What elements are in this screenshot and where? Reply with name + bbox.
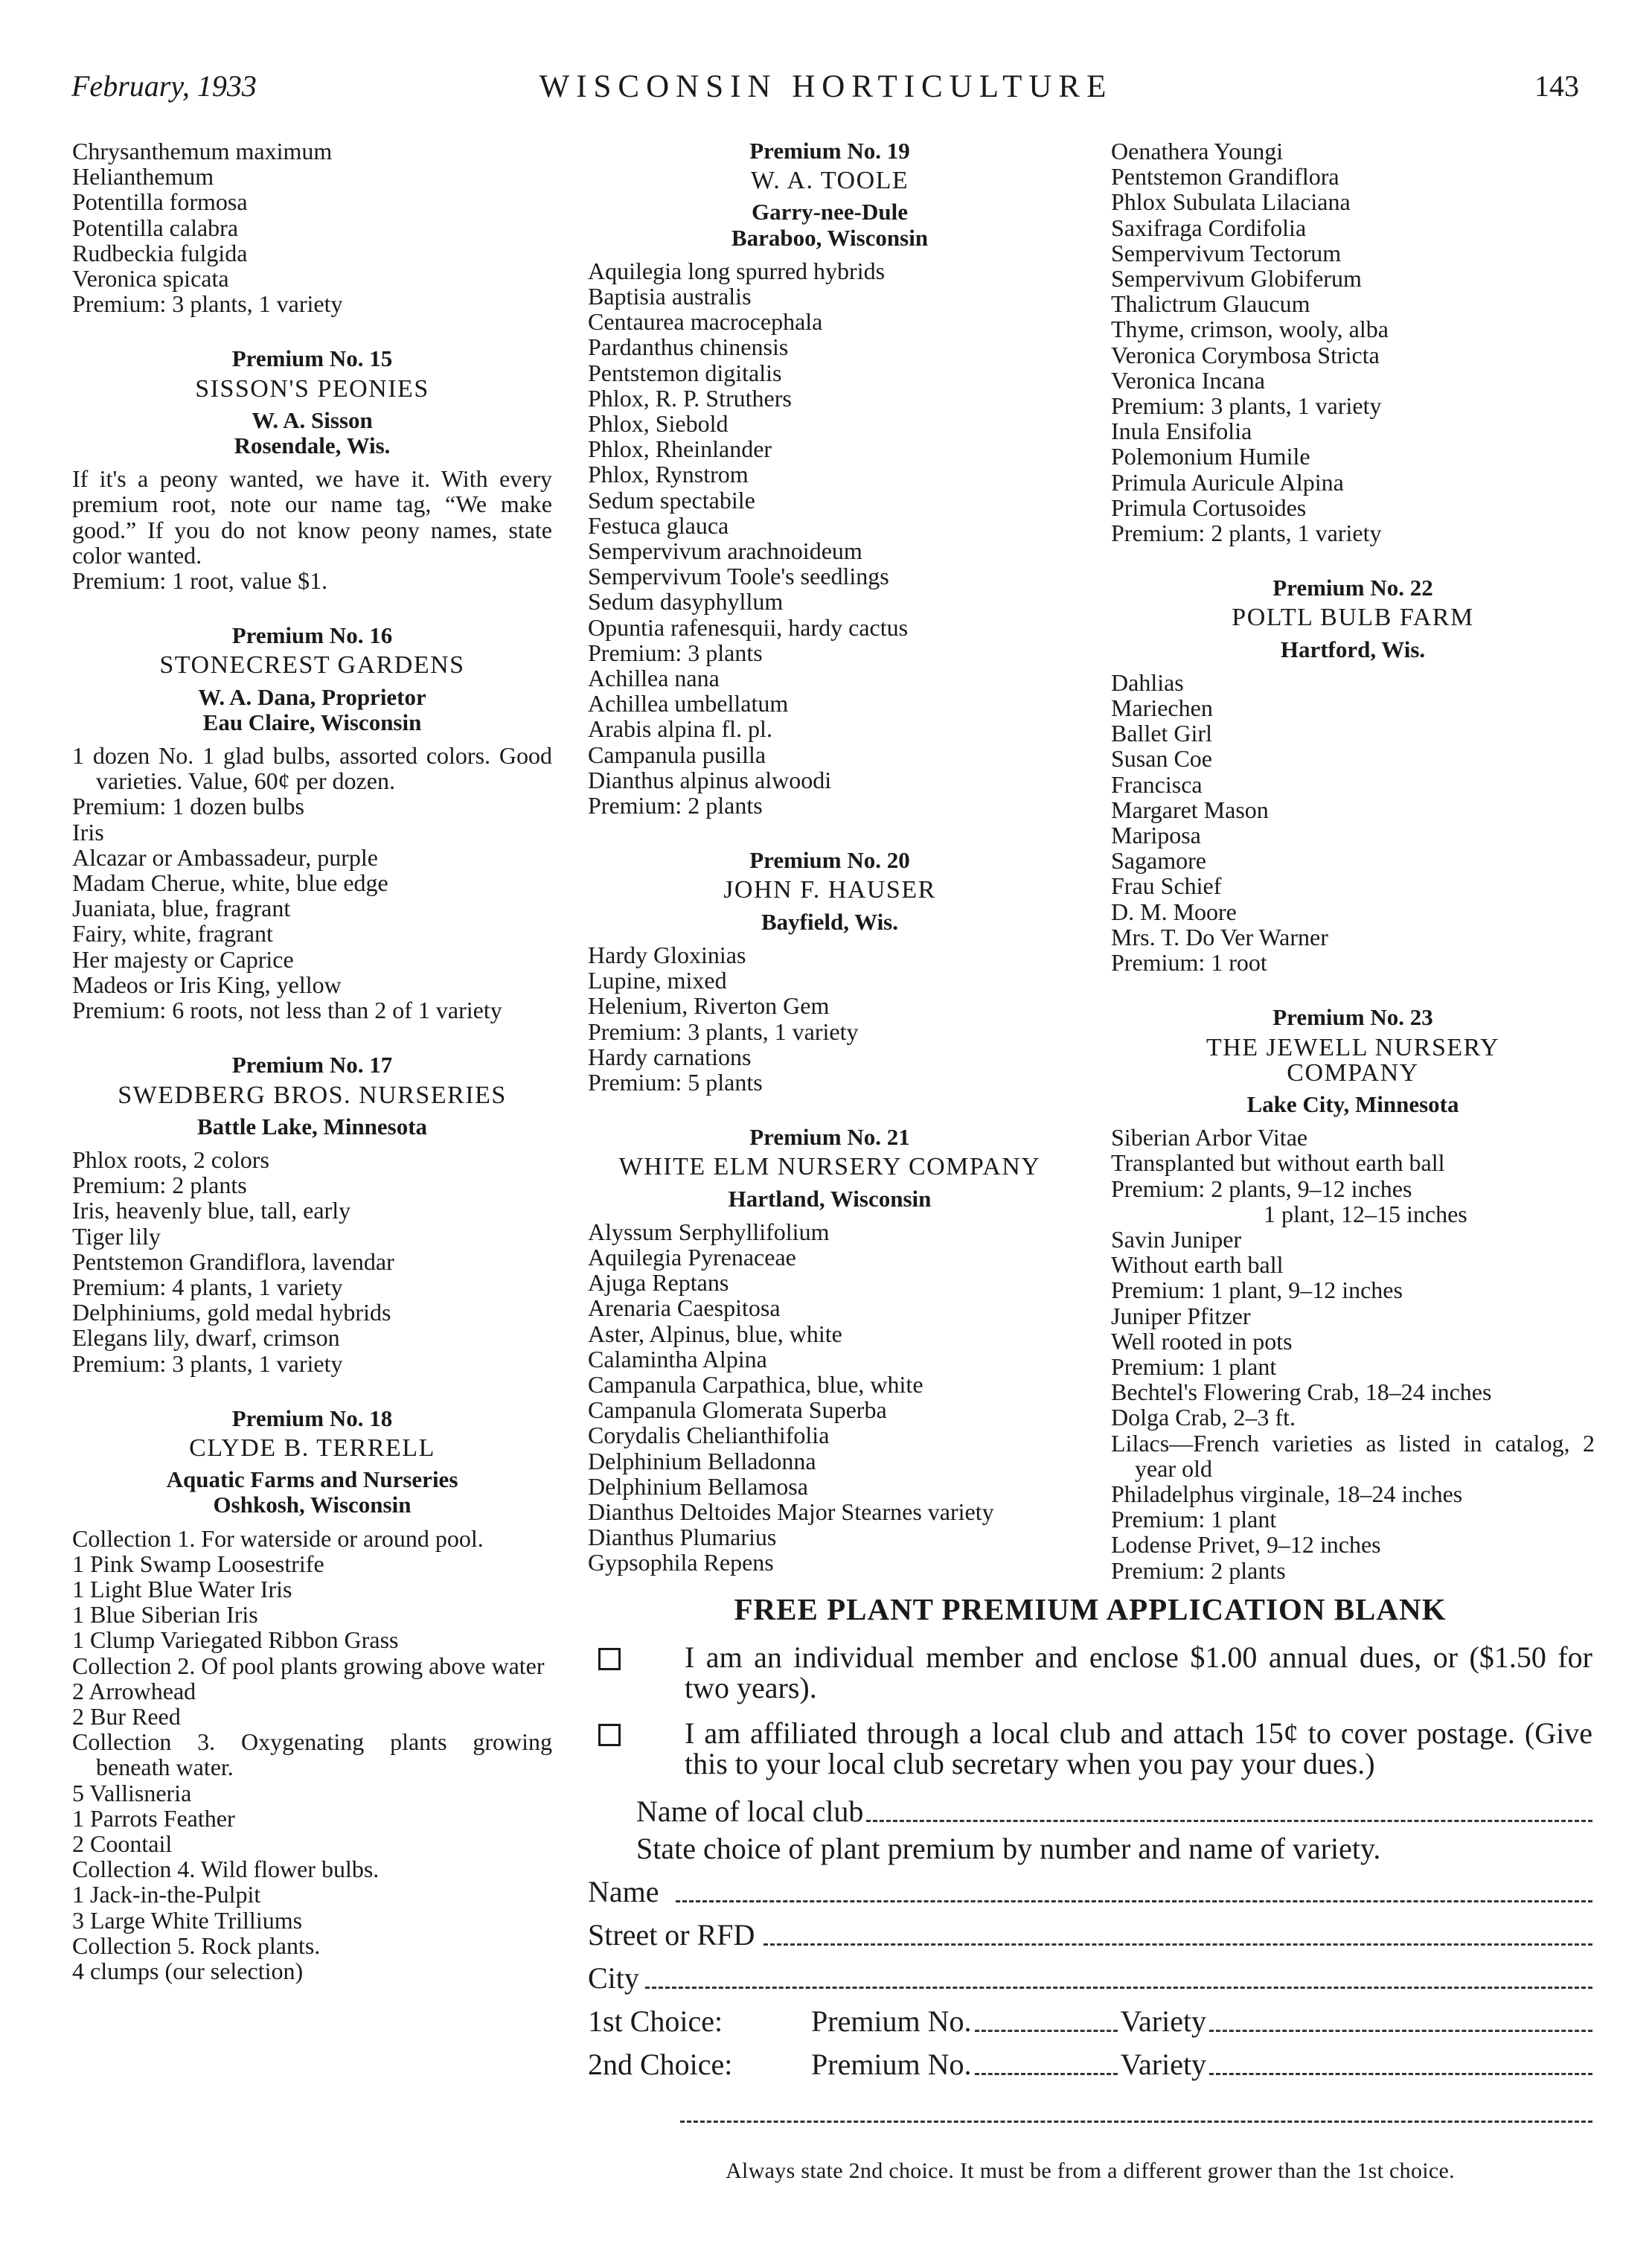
list-item: Campanula Glomerata Superba — [588, 1396, 887, 1424]
list-item: Collection 4. Wild flower bulbs. — [72, 1856, 380, 1883]
list-item: Helenium, Riverton Gem — [588, 992, 830, 1020]
column-left — [72, 138, 552, 1984]
list-item: 5 Vallisneria — [72, 1779, 192, 1806]
grower-location: Lake City, Minnesota — [1246, 1090, 1459, 1117]
list-item: Transplanted but without earth ball — [1111, 1149, 1445, 1177]
second-choice-label: 2nd Choice: — [588, 2048, 733, 2081]
list-item: Sempervivum Toole's seedlings — [588, 563, 889, 590]
option-individual-text: I am an individual member and enclose $1.00 annual dues, or ($1.50 for two years). — [685, 1640, 1592, 1704]
list-item: Achillea umbellatum — [588, 690, 789, 718]
variety-label: Variety — [1120, 2048, 1207, 2081]
list-item: Dianthus Plumarius — [588, 1524, 777, 1551]
first-choice-row — [588, 2005, 1592, 2038]
city-row — [588, 1962, 1592, 1995]
list-item: 1 plant, 12–15 inches — [1264, 1200, 1467, 1227]
grower-location: Battle Lake, Minnesota — [196, 1113, 428, 1140]
name-row — [588, 1876, 1592, 1908]
premium-22 — [1111, 575, 1595, 975]
list-item: Premium: 3 plants, 1 variety — [72, 1349, 343, 1377]
extra-line-row — [588, 2096, 1592, 2129]
list-item: Phlox, R. P. Struthers — [588, 384, 792, 412]
list-item: Rudbeckia fulgida — [72, 239, 248, 266]
list-item: Corydalis Chelianthifolia — [588, 1422, 830, 1449]
list-item: Juniper Pfitzer — [1111, 1302, 1251, 1329]
grower-name: STONECREST GARDENS — [159, 651, 465, 680]
list-item: Sedum dasyphyllum — [588, 588, 784, 616]
city-field[interactable] — [645, 1987, 1592, 1989]
premium-number: Premium No. 22 — [1272, 575, 1433, 601]
list-item: 1 dozen No. 1 glad bulbs, assorted colors. Good varieties. Value, 60¢ per dozen. — [72, 742, 552, 795]
list-item: Pentstemon Grandiflora — [1111, 163, 1339, 191]
name-field[interactable] — [676, 1900, 1592, 1902]
list-item: Phlox roots, 2 colors — [72, 1145, 269, 1173]
list-item: Potentilla calabra — [72, 214, 239, 241]
list-item: Calamintha Alpina — [588, 1345, 767, 1373]
plant-list — [1111, 1125, 1595, 1583]
list-item: Primula Auricule Alpina — [1111, 468, 1344, 496]
list-item: Delphinium Bellamosa — [588, 1472, 808, 1500]
list-item: Veronica Incana — [1111, 366, 1265, 394]
grower-name: WHITE ELM NURSERY COMPANY — [618, 1153, 1041, 1181]
grower-name: SISSON'S PEONIES — [195, 374, 429, 403]
list-item: Thyme, crimson, wooly, alba — [1111, 316, 1389, 343]
form-note: Always state 2nd choice. It must be from a different grower than the 1st choice. — [726, 2158, 1455, 2183]
list-item: Phlox, Rynstrom — [588, 461, 749, 488]
list-item: Hardy Gloxinias — [588, 941, 746, 968]
list-item: Tiger lily — [72, 1222, 161, 1250]
plant-list — [588, 258, 1072, 818]
premium-no-label: Premium No. — [811, 2048, 972, 2081]
list-item: 1 Jack-in-the-Pulpit — [72, 1881, 261, 1908]
list-item: Premium: 3 plants, 1 variety — [72, 290, 343, 318]
list-item: Sempervivum arachnoideum — [588, 537, 862, 565]
list-item: Premium: 3 plants, 1 variety — [588, 1017, 859, 1045]
first-choice-label: 1st Choice: — [588, 2004, 723, 2038]
list-item: Mariposa — [1111, 822, 1201, 849]
city-label: City — [588, 1961, 639, 1995]
list-item: Festuca glauca — [588, 511, 729, 539]
list-item: Francisca — [1111, 770, 1203, 798]
list-item: Aquilegia long spurred hybrids — [588, 257, 886, 284]
issue-date: February, 1933 — [71, 69, 257, 103]
list-item: Premium: 2 plants, 1 variety — [1111, 520, 1382, 547]
list-item: Inula Ensifolia — [1111, 418, 1252, 445]
extra-field[interactable] — [680, 2121, 1592, 2123]
list-item: Frau Schief — [1111, 872, 1222, 900]
list-item: 1 Clump Variegated Ribbon Grass — [72, 1626, 399, 1654]
list-item: Delphinium Belladonna — [588, 1447, 816, 1474]
plant-list — [1111, 670, 1595, 975]
club-row — [588, 1795, 1592, 1828]
premium-number: Premium No. 15 — [231, 345, 393, 372]
list-item: Aquilegia Pyrenaceae — [588, 1243, 796, 1271]
list-item: Her majesty or Caprice — [72, 945, 294, 973]
list-item: Margaret Mason — [1111, 796, 1269, 823]
list-item: Premium: 6 roots, not less than 2 of 1 variety — [72, 997, 502, 1024]
page-number: 143 — [1534, 69, 1579, 103]
grower-name: JOHN F. HAUSER — [723, 876, 936, 904]
list-item: 1 Parrots Feather — [72, 1804, 235, 1832]
plant-list — [72, 1147, 552, 1376]
grower-name-continued: COMPANY — [1287, 1058, 1419, 1087]
list-item: Ballet Girl — [1111, 720, 1212, 747]
plant-list — [72, 1526, 552, 1984]
list-item: Centaurea macrocephala — [588, 308, 823, 336]
list-item: Collection 1. For waterside or around pool. — [72, 1524, 484, 1552]
list-item: Aster, Alpinus, blue, white — [588, 1320, 842, 1347]
list-item: Siberian Arbor Vitae — [1111, 1124, 1308, 1151]
list-item: Premium: 2 plants — [72, 1172, 247, 1199]
list-item: 1 Blue Siberian Iris — [72, 1601, 258, 1629]
list-item: Sempervivum Globiferum — [1111, 265, 1362, 293]
option-individual — [588, 1642, 1592, 1703]
list-item: Arabis alpina fl. pl. — [588, 715, 772, 743]
list-item: Sempervivum Tectorum — [1111, 239, 1342, 266]
list-item: Premium: 1 plant — [1111, 1506, 1277, 1533]
list-item: Premium: 1 plant — [1111, 1352, 1277, 1380]
club-label: Name of local club — [636, 1795, 864, 1828]
list-item: Gypsophila Repens — [588, 1549, 774, 1576]
option-club-text: I am affiliated through a local club and attach 15¢ to cover postage. (Give this to your local club secretary when you pay your dues.) — [685, 1716, 1592, 1780]
list-item: Dianthus Deltoides Major Stearnes variety — [588, 1498, 994, 1525]
list-item: Alyssum Serphyllifolium — [588, 1218, 830, 1245]
list-item: Primula Cortusoides — [1111, 493, 1307, 521]
list-item: Ajuga Reptans — [588, 1269, 729, 1297]
list-item: Collection 5. Rock plants. — [72, 1931, 321, 1959]
instruction-row — [588, 1832, 1592, 1865]
list-item: Baptisia australis — [588, 283, 752, 310]
list-item: Delphiniums, gold medal hybrids — [72, 1299, 391, 1326]
list-item: Veronica spicata — [72, 265, 229, 293]
premium-number: Premium No. 23 — [1272, 1004, 1433, 1031]
list-item: Pentstemon Grandiflora, lavendar — [72, 1247, 394, 1275]
list-item: Premium: 1 root — [1111, 949, 1267, 977]
premium-17 — [72, 1052, 552, 1375]
second-premium-no-field[interactable] — [975, 2073, 1118, 2075]
list-item: 2 Coontail — [72, 1830, 173, 1857]
list-item: Polemonium Humile — [1111, 443, 1310, 470]
second-choice-row — [588, 2048, 1592, 2081]
list-item: Premium: 5 plants — [588, 1068, 763, 1096]
first-premium-no-field[interactable] — [975, 2030, 1118, 2032]
column-middle — [588, 138, 1072, 1576]
list-item: Oenathera Youngi — [1111, 138, 1284, 164]
instruction-text: State choice of plant premium by number and name of variety. — [636, 1832, 1381, 1865]
list-item: Campanula pusilla — [588, 741, 766, 768]
option-club — [588, 1718, 1592, 1779]
grower-name: W. A. TOOLE — [750, 167, 909, 195]
list-item: Mariechen — [1111, 694, 1213, 722]
street-field[interactable] — [763, 1943, 1592, 1946]
grower-location: Oshkosh, Wisconsin — [213, 1492, 412, 1518]
list-item: Premium: 1 plant, 9–12 inches — [1111, 1276, 1403, 1304]
list-item: Thalictrum Glaucum — [1111, 290, 1310, 318]
list-item: Lilacs—French varieties as listed in catalog, 2 year old — [1111, 1429, 1595, 1482]
list-item: Veronica Corymbosa Stricta — [1111, 341, 1380, 368]
form-title: FREE PLANT PREMIUM APPLICATION BLANK — [734, 1592, 1447, 1626]
list-item: Lupine, mixed — [588, 967, 727, 994]
list-item: Juaniata, blue, fragrant — [72, 895, 291, 922]
premium-description: If it's a peony wanted, we have it. With every premium root, note our name tag, “We make good.” If you do not know peony names, state color wanted. — [72, 465, 552, 569]
premium-no-label: Premium No. — [811, 2004, 972, 2038]
list-item: Phlox Subulata Lilaciana — [1111, 188, 1351, 216]
intro-list — [1111, 138, 1595, 546]
list-item: 2 Arrowhead — [72, 1677, 196, 1704]
first-variety-field[interactable] — [1209, 2030, 1592, 2032]
list-item: Fairy, white, fragrant — [72, 920, 273, 948]
premium-21 — [588, 1125, 1072, 1575]
list-item: Saxifraga Cordifolia — [1111, 214, 1307, 241]
list-item: Premium: 1 dozen bulbs — [72, 793, 304, 820]
grower-location: Baraboo, Wisconsin — [731, 224, 929, 251]
list-item: Lodense Privet, 9–12 inches — [1111, 1531, 1381, 1559]
list-item: D. M. Moore — [1111, 898, 1237, 925]
list-item: Potentilla formosa — [72, 188, 248, 216]
list-item: Campanula Carpathica, blue, white — [588, 1370, 923, 1398]
list-item: Premium: 4 plants, 1 variety — [72, 1273, 343, 1300]
premium-number: Premium No. 16 — [231, 622, 393, 649]
grower-location: Hartford, Wis. — [1280, 636, 1426, 662]
list-item: Elegans lily, dwarf, crimson — [72, 1324, 340, 1352]
grower-location: Eau Claire, Wisconsin — [202, 709, 422, 735]
list-item: Alcazar or Ambassadeur, purple — [72, 843, 378, 871]
second-variety-field[interactable] — [1209, 2073, 1592, 2075]
premium-number: Premium No. 21 — [749, 1124, 910, 1151]
list-item: Dolga Crab, 2–3 ft. — [1111, 1404, 1296, 1431]
list-item: Achillea nana — [588, 665, 720, 692]
list-item: Premium: 3 plants — [588, 639, 763, 666]
list-item: Savin Juniper — [1111, 1225, 1242, 1253]
grower-farm: Garry-nee-Dule — [751, 199, 909, 226]
grower-name: THE JEWELL NURSERY — [1206, 1033, 1500, 1061]
individual-member-checkbox[interactable] — [598, 1648, 621, 1670]
list-item: Phlox, Rheinlander — [588, 435, 772, 463]
list-item: 3 Large White Trilliums — [72, 1906, 303, 1934]
premium-number: Premium No. 17 — [231, 1052, 393, 1079]
list-item: Sagamore — [1111, 847, 1206, 875]
list-item: Pentstemon digitalis — [588, 359, 782, 386]
list-item: Susan Coe — [1111, 745, 1212, 773]
list-item: Mrs. T. Do Ver Warner — [1111, 923, 1328, 950]
list-item: Sedum spectabile — [588, 486, 755, 514]
premium-number: Premium No. 20 — [749, 847, 910, 874]
list-item: Premium: 2 plants — [1111, 1556, 1286, 1584]
list-item: Pardanthus chinensis — [588, 333, 789, 361]
street-label: Street or RFD — [588, 1918, 755, 1952]
application-blank — [588, 1591, 1592, 2184]
list-item: Bechtel's Flowering Crab, 18–24 inches — [1111, 1378, 1492, 1406]
grower-location: Hartland, Wisconsin — [728, 1185, 932, 1212]
club-name-field[interactable] — [866, 1820, 1592, 1822]
variety-label: Variety — [1120, 2004, 1207, 2038]
list-item: Arenaria Caespitosa — [588, 1294, 781, 1322]
list-item: Premium: 2 plants, 9–12 inches — [1111, 1175, 1412, 1202]
list-item: 4 clumps (our selection) — [72, 1958, 304, 1984]
street-row — [588, 1919, 1592, 1952]
list-item: Madam Cherue, white, blue edge — [72, 869, 388, 897]
plant-list — [588, 942, 1072, 1095]
grower-location: Rosendale, Wis. — [234, 432, 391, 459]
column-right — [1111, 138, 1595, 1583]
list-item: Madeos or Iris King, yellow — [72, 971, 342, 998]
grower-contact: W. A. Dana, Proprietor — [198, 683, 426, 710]
list-item: Phlox, Siebold — [588, 410, 729, 438]
list-item: Chrysanthemum maximum — [72, 138, 333, 164]
list-item: Premium: 2 plants — [588, 792, 763, 819]
premium-number: Premium No. 19 — [749, 138, 910, 164]
list-item: Collection 3. Oxygenating plants growing beneath water. — [72, 1728, 552, 1781]
grower-location: Bayfield, Wis. — [761, 908, 899, 935]
page-header — [0, 0, 1652, 119]
premium-20 — [588, 848, 1072, 1095]
list-item: Dahlias — [1111, 668, 1184, 696]
list-item: Premium: 3 plants, 1 variety — [1111, 392, 1382, 420]
list-item: Helianthemum — [72, 163, 214, 191]
premium-16 — [72, 623, 552, 1023]
premium-23 — [1111, 1005, 1595, 1582]
list-item: Well rooted in pots — [1111, 1327, 1293, 1355]
list-item: Dianthus alpinus alwoodi — [588, 766, 832, 793]
premium-18 — [72, 1406, 552, 1984]
grower-name: CLYDE B. TERRELL — [189, 1434, 435, 1462]
list-item: Hardy carnations — [588, 1043, 752, 1070]
grower-name: POLTL BULB FARM — [1232, 604, 1474, 632]
list-item: Collection 2. Of pool plants growing above water — [72, 1652, 545, 1679]
premium-19 — [588, 138, 1072, 818]
premium-terms: Premium: 1 root, value $1. — [72, 567, 328, 595]
premium-number: Premium No. 18 — [231, 1405, 393, 1431]
intro-list — [72, 138, 552, 316]
journal-title: WISCONSIN HORTICULTURE — [539, 69, 1113, 104]
grower-name: SWEDBERG BROS. NURSERIES — [118, 1081, 507, 1109]
list-item: 1 Pink Swamp Loosestrife — [72, 1550, 324, 1577]
plant-list — [72, 743, 552, 1023]
plant-list — [588, 1219, 1072, 1576]
list-item: Without earth ball — [1111, 1251, 1284, 1279]
list-item: Philadelphus virginale, 18–24 inches — [1111, 1480, 1463, 1507]
list-item: Iris — [72, 818, 104, 846]
name-label: Name — [588, 1875, 659, 1908]
list-item: Opuntia rafenesquii, hardy cactus — [588, 613, 909, 641]
list-item: 1 Light Blue Water Iris — [72, 1575, 292, 1602]
club-member-checkbox[interactable] — [598, 1724, 621, 1746]
list-item: Iris, heavenly blue, tall, early — [72, 1197, 351, 1224]
list-item: 2 Bur Reed — [72, 1702, 181, 1730]
premium-15 — [72, 346, 552, 593]
grower-contact: W. A. Sisson — [252, 406, 373, 433]
grower-business: Aquatic Farms and Nurseries — [166, 1466, 458, 1493]
